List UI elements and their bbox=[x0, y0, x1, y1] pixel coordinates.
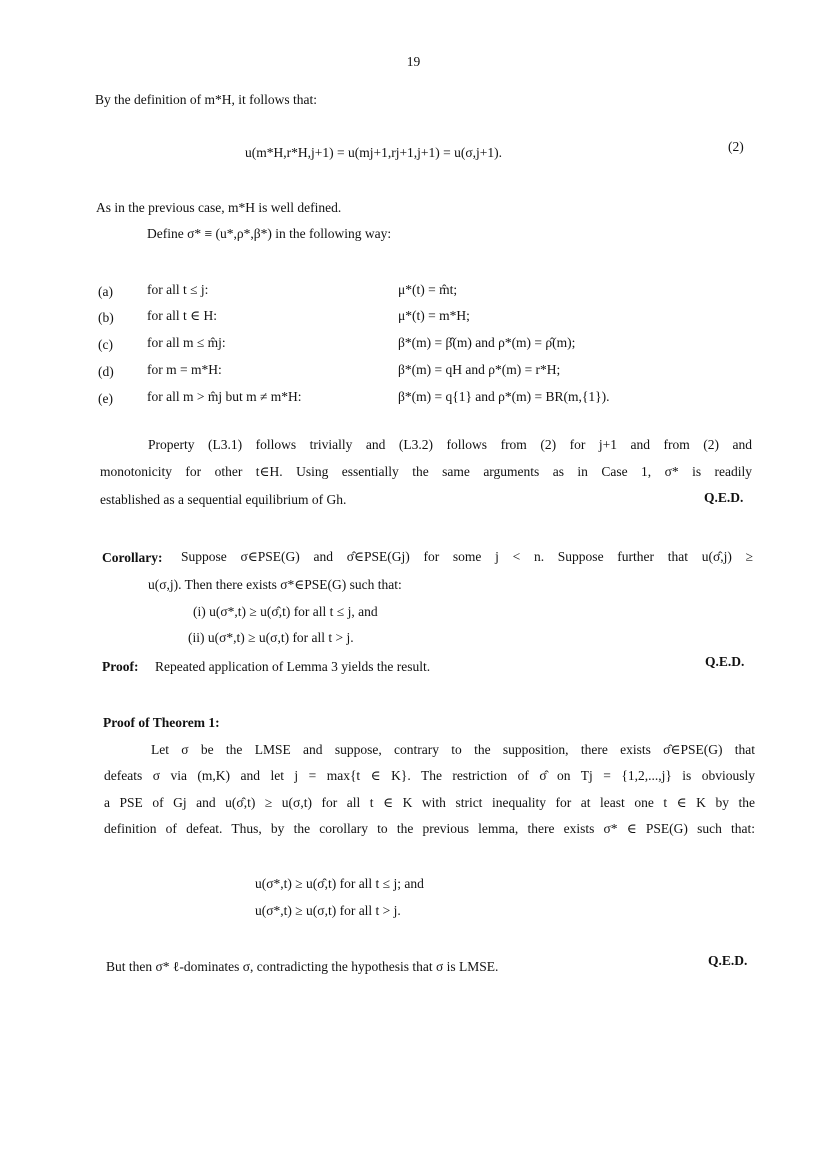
corollary-item-ii: (ii) u(σ*,t) ≥ u(σ,t) for all t > j. bbox=[188, 630, 354, 645]
case-definition: β*(m) = qH and ρ*(m) = r*H; bbox=[398, 362, 561, 377]
equation-number: (2) bbox=[728, 139, 744, 154]
inequality-1: u(σ*,t) ≥ u(σ̂,t) for all t ≤ j; and bbox=[255, 876, 424, 891]
property-line-2: monotonicity for other t∈H. Using essentially the same arguments as in Case 1, σ* is readily bbox=[100, 464, 752, 479]
theorem-proof-line-1: Let σ be the LMSE and suppose, contrary to the supposition, there exists σ̂∈PSE(G) that bbox=[151, 742, 755, 757]
case-definition: β*(m) = β̂(m) and ρ*(m) = ρ̂(m); bbox=[398, 335, 576, 350]
case-label: (e) bbox=[98, 391, 113, 406]
theorem-proof-line-4: definition of defeat. Thus, by the corollary to the previous lemma, there exists σ* ∈ PSE(G) such that: bbox=[104, 821, 755, 836]
intro-line: By the definition of m*H, it follows that: bbox=[95, 92, 317, 107]
theorem-proof-line-2: defeats σ via (m,K) and let j = max{t ∈ K}. The restriction of σ̂ on Tj = {1,2,...,j} is obviously bbox=[104, 768, 755, 783]
case-condition: for all t ≤ j: bbox=[147, 282, 209, 297]
equation-2: u(m*H,r*H,j+1) = u(mj+1,rj+1,j+1) = u(σ,j+1). bbox=[245, 145, 503, 160]
case-condition: for all m > m̂j but m ≠ m*H: bbox=[147, 389, 302, 404]
case-label: (b) bbox=[98, 310, 114, 325]
case-definition: μ*(t) = m*H; bbox=[398, 308, 470, 323]
qed-mark: Q.E.D. bbox=[705, 654, 745, 669]
case-label: (d) bbox=[98, 364, 114, 379]
case-condition: for all m ≤ m̂j: bbox=[147, 335, 226, 350]
qed-mark: Q.E.D. bbox=[708, 953, 748, 968]
case-label: (a) bbox=[98, 284, 113, 299]
property-line-1: Property (L3.1) follows trivially and (L3.2) follows from (2) for j+1 and from (2) and bbox=[148, 437, 752, 452]
page-number: 19 bbox=[406, 54, 421, 69]
theorem-proof-line-3: a PSE of Gj and u(σ̂,t) ≥ u(σ,t) for all t ∈ K with strict inequality for at least one t ∈ K by the bbox=[104, 795, 755, 810]
case-condition: for all t ∈ H: bbox=[147, 308, 217, 323]
define-line: Define σ* ≡ (u*,ρ*,β*) in the following way: bbox=[147, 226, 392, 241]
well-defined-line: As in the previous case, m*H is well defined. bbox=[96, 200, 342, 215]
property-line-3: established as a sequential equilibrium of Gh. bbox=[100, 492, 347, 507]
theorem-conclusion: But then σ* ℓ-dominates σ, contradicting the hypothesis that σ is LMSE. bbox=[106, 959, 499, 974]
proof-heading: Proof: bbox=[102, 659, 139, 674]
case-definition: μ*(t) = m̂t; bbox=[398, 282, 458, 297]
corollary-item-i: (i) u(σ*,t) ≥ u(σ̂,t) for all t ≤ j, and bbox=[193, 604, 378, 619]
proof-text: Repeated application of Lemma 3 yields the result. bbox=[155, 659, 431, 674]
case-definition: β*(m) = q{1} and ρ*(m) = BR(m,{1}). bbox=[398, 389, 610, 404]
inequality-2: u(σ*,t) ≥ u(σ,t) for all t > j. bbox=[255, 903, 401, 918]
corollary-line-2: u(σ,j). Then there exists σ*∈PSE(G) such that: bbox=[148, 577, 402, 592]
theorem-proof-heading: Proof of Theorem 1: bbox=[103, 715, 220, 730]
corollary-heading: Corollary: bbox=[102, 550, 163, 565]
corollary-line-1: Suppose σ∈PSE(G) and σ̂∈PSE(Gj) for some j < n. Suppose further that u(σ̂,j) ≥ bbox=[181, 549, 753, 564]
case-condition: for m = m*H: bbox=[147, 362, 222, 377]
qed-mark: Q.E.D. bbox=[704, 490, 744, 505]
case-label: (c) bbox=[98, 337, 113, 352]
